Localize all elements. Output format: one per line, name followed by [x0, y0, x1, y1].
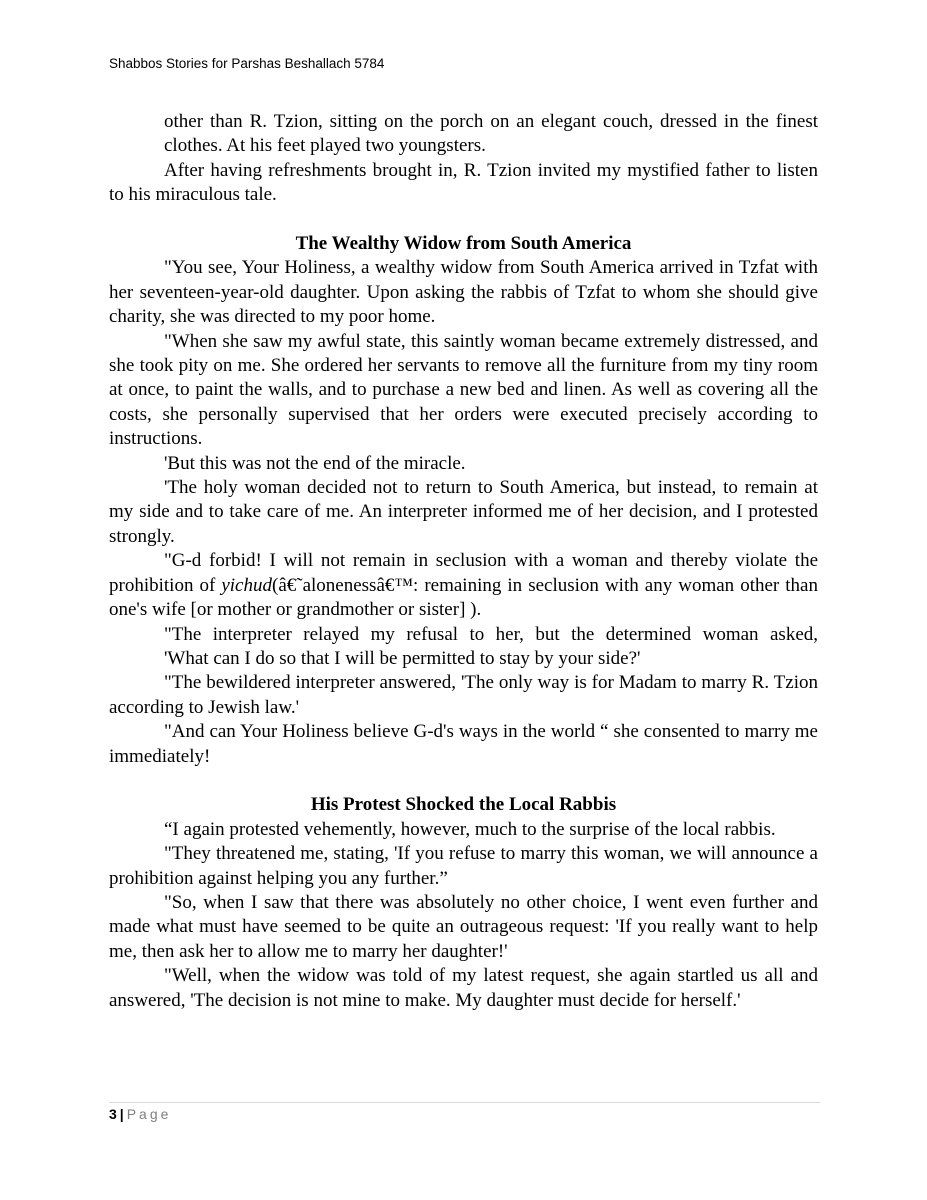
section-heading-protest: His Protest Shocked the Local Rabbis — [310, 794, 617, 816]
paragraph: "The interpreter relayed my refusal to her, but the determined woman asked, — [164, 623, 818, 645]
paragraph-intro-2: After having refreshments brought in, R. Tzion invited my mystified father to listen to his miraculous tale. — [109, 159, 818, 206]
page-body — [109, 110, 818, 1013]
paragraph: 'The holy woman decided not to return to South America, but instead, to remain at my side and to take care of me. An interpreter informed me of her decision, and I protested strongly. — [109, 477, 818, 547]
italic-term: yichud — [221, 574, 272, 596]
paragraph: 'What can I do so that I will be permitted to stay by your side?' — [164, 647, 641, 669]
paragraph: "And can Your Holiness believe G-d's ways in the world “ she consented to marry me immediately! — [109, 721, 818, 767]
running-header: Shabbos Stories for Parshas Beshallach 5784 — [109, 56, 385, 71]
footer-separator: | — [119, 1106, 124, 1122]
section-heading-wealthy-widow: The Wealthy Widow from South America — [295, 233, 632, 255]
paragraph-text: "G-d forbid! I will not remain in seclusion with a woman and thereby violate the prohibition of — [109, 550, 818, 596]
page-label: Page — [126, 1106, 172, 1122]
paragraph: “I again protested vehemently, however, much to the surprise of the local rabbis. — [164, 818, 776, 840]
paragraph: "The bewildered interpreter answered, 'The only way is for Madam to marry R. Tzion according to Jewish law.' — [109, 672, 818, 718]
paragraph-text: (â€˜alonenessâ€™: remaining in seclusion with any woman other than one's wife [or mother or grandmother or sister] ). — [109, 574, 818, 621]
footer-divider — [109, 1102, 820, 1103]
paragraph: 'But this was not the end of the miracle. — [164, 452, 466, 474]
paragraph: "You see, Your Holiness, a wealthy widow from South America arrived in Tzfat with her seventeen-year-old daughter. Upon asking the rabbis of Tzfat to whom she should give charity, she was directed to my poor home. — [109, 257, 818, 328]
paragraph: "Well, when the widow was told of my latest request, she again startled us all and answered, 'The decision is not mine to make. My daughter must decide for herself.' — [109, 965, 818, 1011]
paragraph-intro-1: other than R. Tzion, sitting on the porch on an elegant couch, dressed in the finest clothes. At his feet played two youngsters. — [164, 111, 818, 157]
paragraph: "So, when I saw that there was absolutely no other choice, I went even further and made what must have seemed to be quite an outrageous request: 'If you really want to help me, then ask her to allow me to marry her daughter!' — [109, 891, 818, 962]
page-number: 3 — [109, 1106, 117, 1122]
paragraph: "They threatened me, stating, 'If you refuse to marry this woman, we will announce a prohibition against helping you any further.” — [109, 843, 818, 889]
page-footer — [109, 1106, 171, 1122]
paragraph-yichud — [109, 549, 818, 622]
paragraph: "When she saw my awful state, this saintly woman became extremely distressed, and she took pity on me. She ordered her servants to remove all the furniture from my tiny room at once, to paint the walls, and to purchase a new bed and linen. As well as covering all the costs, she personally supervised that her orders were executed precisely according to instructions. — [109, 330, 818, 450]
